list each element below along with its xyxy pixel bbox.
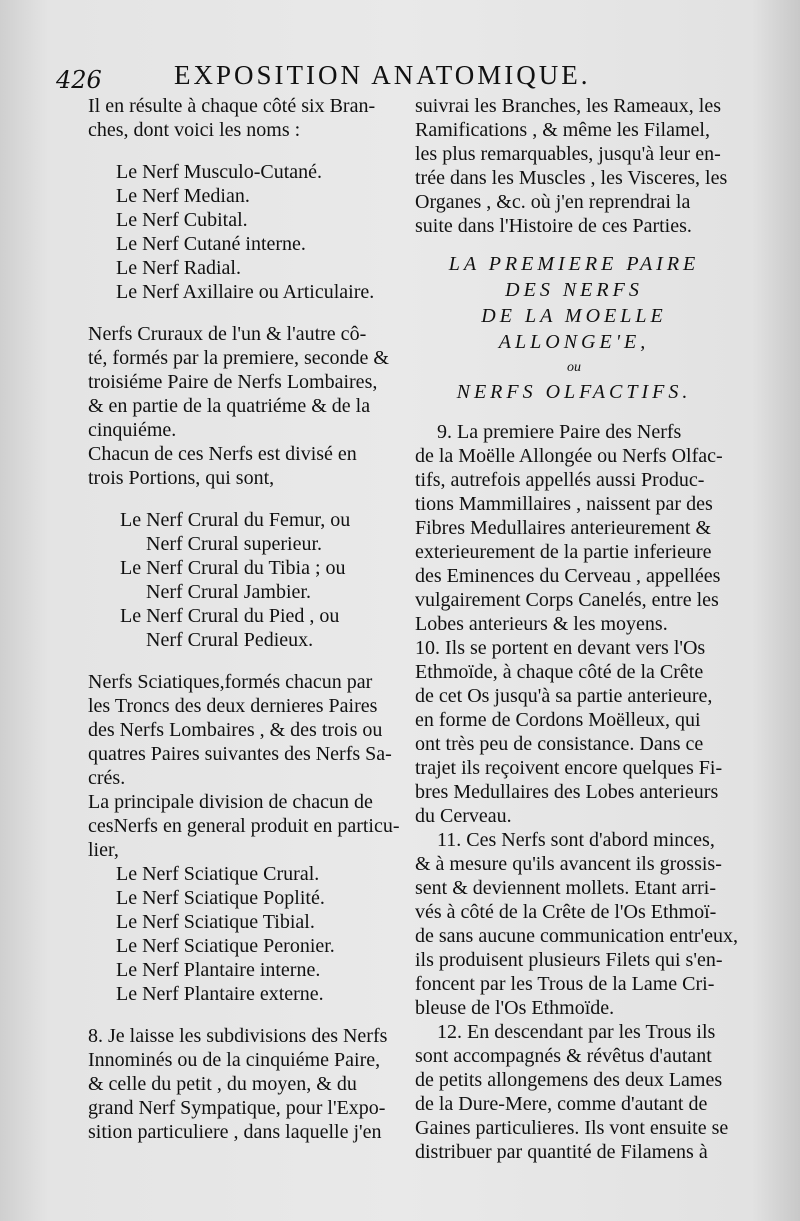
text-line: Organes , &c. où j'en reprendrai la	[415, 191, 691, 213]
section-heading-conjunction: ou	[567, 360, 581, 375]
text-line: sition particuliere , dans laquelle j'en	[88, 1121, 382, 1143]
text-line: les Troncs des deux dernieres Paires	[88, 695, 378, 717]
section-heading: ALLONGE'E,	[498, 331, 650, 353]
list-item: Le Nerf Sciatique Crural.	[116, 863, 320, 885]
text-line: & en partie de la quatriéme & de la	[88, 395, 371, 417]
list-item: Le Nerf Sciatique Poplité.	[116, 887, 325, 909]
text-line: 10. Ils se portent en devant vers l'Os	[415, 637, 706, 659]
text-line: de petits allongemens des deux Lames	[415, 1069, 723, 1091]
text-line: du Cerveau.	[415, 805, 512, 827]
text-line: ches, dont voici les noms :	[88, 119, 301, 141]
list-item: Le Nerf Cutané interne.	[116, 233, 306, 255]
text-line: vés à côté de la Crête de l'Os Ethmoï-	[415, 901, 717, 923]
text-line: 11. Ces Nerfs sont d'abord minces,	[437, 829, 715, 851]
text-line: bres Medullaires des Lobes anterieurs	[415, 781, 719, 803]
text-line: sent & deviennent mollets. Etant arri-	[415, 877, 717, 899]
text-line: en forme de Cordons Moëlleux, qui	[415, 709, 701, 731]
text-line: quatres Paires suivantes des Nerfs Sa-	[88, 743, 392, 765]
text-line: Lobes anterieurs & les moyens.	[415, 613, 668, 635]
text-line: de la Dure-Mere, comme d'autant de	[415, 1093, 708, 1115]
text-line: & à mesure qu'ils avancent ils grossis-	[415, 853, 722, 875]
text-line: de la Moëlle Allongée ou Nerfs Olfac-	[415, 445, 723, 467]
text-line: sont accompagnés & révêtus d'autant	[415, 1045, 712, 1067]
text-line: Chacun de ces Nerfs est divisé en	[88, 443, 357, 465]
list-item: Le Nerf Plantaire interne.	[116, 959, 321, 981]
section-heading: DE LA MOELLE	[481, 305, 667, 327]
list-item: Nerf Crural Pedieux.	[146, 629, 314, 651]
text-line: suite dans l'Histoire de ces Parties.	[415, 215, 692, 237]
text-line: suivrai les Branches, les Rameaux, les	[415, 95, 722, 117]
text-line: Fibres Medullaires anterieurement &	[415, 517, 712, 539]
list-item: Le Nerf Axillaire ou Articulaire.	[116, 281, 375, 303]
text-line: 12. En descendant par les Trous ils	[437, 1021, 716, 1043]
text-line: des Nerfs Lombaires , & des trois ou	[88, 719, 383, 741]
text-line: exterieurement de la partie inferieure	[415, 541, 712, 563]
list-item: Le Nerf Plantaire externe.	[116, 983, 324, 1005]
text-line: Gaines particulieres. Ils vont ensuite se	[415, 1117, 729, 1139]
text-line: les plus remarquables, jusqu'à leur en-	[415, 143, 721, 165]
left-column	[88, 94, 400, 1144]
text-line: Innominés ou de la cinquiéme Paire,	[88, 1049, 381, 1071]
text-line: trois Portions, qui sont,	[88, 467, 275, 489]
list-item: Le Nerf Radial.	[116, 257, 241, 279]
text-line: foncent par les Trous de la Lame Cri-	[415, 973, 715, 995]
list-item: Le Nerf Crural du Pied , ou	[120, 605, 340, 627]
text-line: Il en résulte à chaque côté six Bran-	[88, 95, 376, 117]
list-item: Le Nerf Musculo-Cutané.	[116, 161, 323, 183]
text-line: distribuer par quantité de Filamens à	[415, 1141, 708, 1163]
text-line: crés.	[88, 767, 126, 789]
text-line: vulgairement Corps Canelés, entre les	[415, 589, 719, 611]
text-line: Nerfs Sciatiques,formés chacun par	[88, 671, 373, 693]
text-line: Ethmoïde, à chaque côté de la Crête	[415, 661, 704, 683]
text-line: Nerfs Cruraux de l'un & l'autre cô-	[88, 323, 367, 345]
list-item: Le Nerf Crural du Femur, ou	[120, 509, 351, 531]
text-line: lier,	[88, 839, 119, 861]
section-heading: DES NERFS	[505, 279, 643, 301]
text-line: La principale division de chacun de	[88, 791, 373, 813]
text-line: grand Nerf Sympatique, pour l'Expo-	[88, 1097, 386, 1119]
text-line: 8. Je laisse les subdivisions des Nerfs	[88, 1025, 388, 1047]
text-line: & celle du petit , du moyen, & du	[88, 1073, 357, 1095]
page-number: 426	[56, 66, 102, 94]
text-line: Ramifications , & même les Filamel,	[415, 119, 710, 141]
text-line: cesNerfs en general produit en particu-	[88, 815, 400, 837]
running-title: EXPOSITION ANATOMIQUE.	[174, 60, 591, 90]
list-item: Le Nerf Sciatique Tibial.	[116, 911, 315, 933]
text-line: ont très peu de consistance. Dans ce	[415, 733, 704, 755]
list-item: Le Nerf Sciatique Peronier.	[116, 935, 335, 957]
text-line: trajet ils reçoivent encore quelques Fi-	[415, 757, 723, 779]
text-line: trée dans les Muscles , les Visceres, les	[415, 167, 728, 189]
text-line: té, formés par la premiere, seconde &	[88, 347, 389, 369]
text-line: 9. La premiere Paire des Nerfs	[437, 421, 682, 443]
text-line: cinquiéme.	[88, 419, 177, 441]
text-line: de cet Os jusqu'à sa partie anterieure,	[415, 685, 713, 707]
text-line: tions Mammillaires , naissent par des	[415, 493, 713, 515]
text-line: ils produisent plusieurs Filets qui s'en-	[415, 949, 723, 971]
section-heading: LA PREMIERE PAIRE	[448, 253, 700, 275]
text-line: des Eminences du Cerveau , appellées	[415, 565, 721, 587]
list-item: Le Nerf Crural du Tibia ; ou	[120, 557, 346, 579]
text-line: de sans aucune communication entr'eux,	[415, 925, 738, 947]
text-line: troisiéme Paire de Nerfs Lombaires,	[88, 371, 378, 393]
right-column	[415, 94, 738, 1164]
list-item: Le Nerf Cubital.	[116, 209, 248, 231]
text-line: bleuse de l'Os Ethmoïde.	[415, 997, 615, 1019]
list-item: Le Nerf Median.	[116, 185, 250, 207]
section-heading: NERFS OLFACTIFS.	[456, 381, 692, 403]
list-item: Nerf Crural Jambier.	[146, 581, 311, 603]
list-item: Nerf Crural superieur.	[146, 533, 323, 555]
text-line: tifs, autrefois appellés aussi Produc-	[415, 469, 705, 491]
